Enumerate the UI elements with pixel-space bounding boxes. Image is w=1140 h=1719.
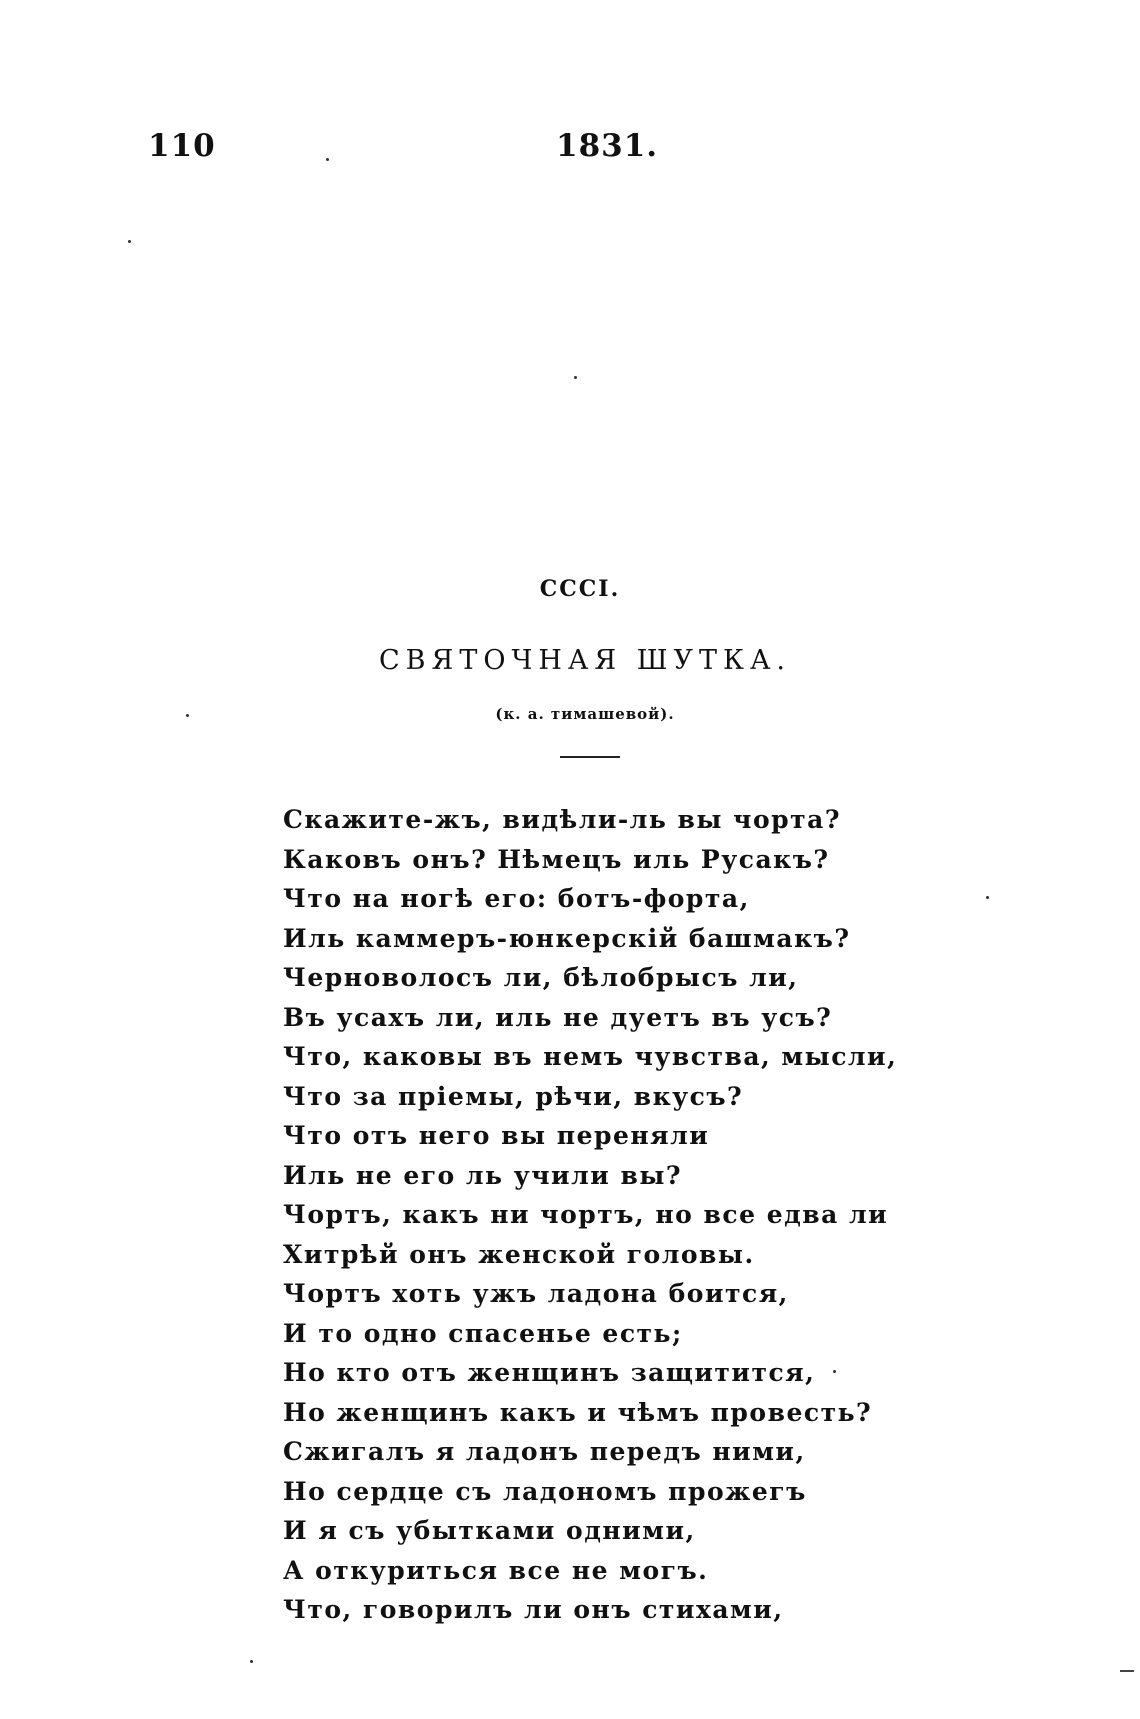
poem-verse: [283, 800, 897, 1630]
verse-line: Но кто отъ женщинъ защитится,: [283, 1358, 816, 1387]
verse-line: Иль каммеръ-юнкерскій башмакъ?: [283, 923, 851, 953]
scan-speck: [833, 1370, 836, 1373]
verse-line: Каковъ онъ? Нѣмецъ иль Русакъ?: [283, 844, 830, 874]
scan-speck: [986, 896, 989, 899]
verse-line: Но женщинъ какъ и чѣмъ провесть?: [283, 1397, 873, 1427]
verse-line: А откуриться все не могъ.: [283, 1555, 709, 1585]
verse-line: Хитрѣй онъ женской головы.: [283, 1239, 755, 1269]
verse-line: Что на ногѣ его: ботъ-форта,: [283, 884, 750, 913]
verse-line: Что отъ него вы переняли: [283, 1121, 710, 1150]
poem-dedication: (к. а. тимашевой).: [495, 705, 675, 723]
verse-line: И я съ убытками одними,: [283, 1516, 696, 1545]
poem-title: СВЯТОЧНАЯ ШУТКА.: [379, 645, 791, 676]
verse-line: Чортъ хоть ужъ ладона боится,: [283, 1279, 789, 1308]
verse-line: Что, каковы въ немъ чувства, мысли,: [283, 1042, 898, 1071]
poem-number: CCCI.: [539, 576, 621, 602]
scan-speck: [250, 1660, 253, 1663]
scan-speck: [186, 714, 189, 717]
page-year: 1831.: [556, 128, 659, 164]
scan-speck: [574, 376, 577, 379]
verse-line: Что, говорилъ ли онъ стихами,: [283, 1595, 784, 1624]
verse-line: Что за пріемы, рѣчи, вкусъ?: [283, 1081, 744, 1111]
scan-speck: [326, 158, 329, 161]
verse-line: Сжигалъ я ладонъ передъ ними,: [283, 1437, 806, 1466]
verse-line: И то одно спасенье есть;: [283, 1318, 683, 1348]
verse-line: Чортъ, какъ ни чортъ, но все едва ли: [283, 1200, 889, 1229]
title-divider: [560, 756, 620, 758]
verse-line: Въ усахъ ли, иль не дуетъ въ усъ?: [283, 1002, 833, 1032]
page-number: 110: [148, 128, 216, 164]
verse-line: Скажите-жъ, видѣли-ль вы чорта?: [283, 805, 841, 834]
verse-line: Но сердце съ ладономъ прожегъ: [283, 1476, 807, 1506]
scan-speck: [128, 240, 131, 243]
verse-line: Иль не его ль учили вы?: [283, 1160, 683, 1190]
verse-line: Черноволосъ ли, бѣлобрысъ ли,: [283, 963, 799, 992]
scan-edge-mark: [1120, 1670, 1134, 1672]
